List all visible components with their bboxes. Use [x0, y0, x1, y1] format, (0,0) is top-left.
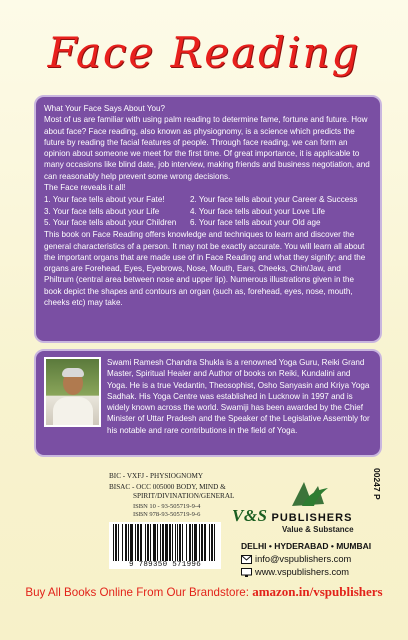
email-text: info@vspublishers.com: [255, 554, 352, 564]
barcode-bar: [214, 524, 215, 562]
barcode-bar: [165, 524, 168, 562]
product-code-text: 00247 P: [372, 468, 382, 500]
about-paragraph-2: This book on Face Reading offers knowledge and techniques to learn and discover the general characteristics of a person. It may not be exactly accurate. You will learn all about the important organs that are made use of in Face Reading and what they signify; and the organs are Forehead, Eyes, Eyebrows, Nose, Mouth, Ears, Cheeks, Chin/Jaw, and Philtrum (central area between nose and upper lip). Numerous illustrations given in the book depict the shapes and contours an organ (such as, forehead, eyes, nose, mouth, cheeks etc) may take.: [44, 230, 366, 308]
buy-text: Buy All Books Online From Our Brandstore:: [25, 586, 253, 599]
barcode-bar: [150, 524, 151, 562]
about-panel: [34, 95, 382, 343]
barcode-bar: [153, 524, 156, 562]
barcode-bar: [211, 524, 213, 562]
barcode-bar: [169, 524, 171, 562]
brand-publishers: PUBLISHERS: [271, 512, 353, 524]
author-photo-body: [53, 397, 93, 427]
barcode: [109, 522, 221, 564]
barcode-bar: [162, 524, 164, 562]
list-item: 1. Your face tells about your Fate!: [44, 195, 165, 205]
publisher-name: [232, 506, 372, 526]
bisac-line-1: BISAC - OCC 005000 BODY, MIND &: [109, 483, 226, 491]
publisher-cities: DELHI • HYDERABAD • MUMBAI: [241, 541, 372, 551]
list-item: 2. Your face tells about your Career & Success: [190, 195, 358, 205]
barcode-bar: [147, 524, 149, 562]
barcode-bars: [109, 522, 221, 564]
barcode-bar: [209, 524, 210, 562]
publisher-tagline: Value & Substance: [282, 525, 354, 534]
barcode-bar: [194, 524, 197, 562]
monitor-icon: [241, 568, 252, 577]
barcode-bar: [186, 524, 187, 562]
barcode-bar: [122, 524, 123, 562]
barcode-bar: [115, 524, 117, 562]
buy-online-banner: [0, 584, 408, 600]
list-item: 6. Your face tells about your Old age: [190, 217, 321, 227]
barcode-bar: [189, 524, 191, 562]
barcode-bar: [135, 524, 136, 562]
brandstore-link[interactable]: amazon.in/vspublishers: [252, 584, 383, 599]
barcode-bar: [204, 524, 206, 562]
list-item: 4. Your face tells about your Love Life: [190, 206, 325, 216]
barcode-bar: [125, 524, 127, 562]
list-item: 5. Your face tells about your Children: [44, 217, 177, 227]
barcode-bar: [182, 524, 183, 562]
about-heading: What Your Face Says About You?: [44, 104, 166, 113]
bisac-line-2: SPIRIT/DIVINATION/GENERAL: [133, 492, 235, 500]
isbn-block: [133, 503, 200, 519]
website-text: www.vspublishers.com: [255, 567, 350, 577]
barcode-bar: [172, 524, 173, 562]
book-title: Face Reading: [47, 28, 361, 77]
isbn-13: ISBN 978-93-505719-9-6: [133, 511, 201, 518]
list-intro: The Face reveals it all!: [44, 183, 126, 193]
barcode-bar: [177, 524, 178, 562]
bic-code: BIC - VXFJ - PHYSIOGNOMY: [109, 472, 204, 480]
email-icon: [241, 555, 252, 564]
barcode-bar: [179, 524, 181, 562]
publisher-email[interactable]: [241, 554, 351, 564]
author-photo: [44, 357, 101, 427]
barcode-number: 9 789350 571996: [109, 561, 221, 569]
barcode-bar: [128, 524, 129, 562]
about-paragraph-1: Most of us are familiar with using palm reading to determine fame, fortune and future. How about face? Face reading, also known as physiognomy, is a science which predicts the future by reading the facial features of people. Through face reading, we can form an opinion about someone we meet for the first time. Of great importance, it is applicable to many occasions like blind date, job interview, making friends and business negotiation, and can reasonably help prevent some wrong decisions.: [44, 115, 370, 181]
barcode-bar: [145, 524, 146, 562]
barcode-bar: [140, 524, 142, 562]
brand-vs: V&S: [232, 506, 268, 525]
author-bio: Swami Ramesh Chandra Shukla is a renowned Yoga Guru, Reiki Grand Master, Spiritual Healer and Author of books on Reiki, Kundalini and Yoga. He is a true Vedantin, Theosophist, Osho Sanyasin and Kriya Yoga Sadhak. His Yoga Centre was established in Lucknow in 1997 and is widely known across the world. Swamiji has been awarded by the Chief Minister of Uttar Pradesh and the Speaker of the Legislative Assembly for his notable and rare contributions in the field of Yoga.: [107, 358, 370, 435]
barcode-bar: [199, 524, 200, 562]
isbn-10: ISBN 10 - 93-505719-9-4: [133, 503, 201, 510]
barcode-bar: [130, 524, 133, 562]
barcode-bar: [118, 524, 119, 562]
barcode-bar: [157, 524, 158, 562]
author-panel: [34, 349, 382, 457]
barcode-bar: [192, 524, 193, 562]
list-item: 3. Your face tells about your Life: [44, 206, 160, 216]
barcode-bar: [113, 524, 114, 562]
author-photo-hair: [62, 368, 84, 377]
barcode-bar: [175, 524, 176, 562]
reveal-list: [44, 194, 372, 228]
classification-block: [109, 472, 234, 501]
barcode-bar: [137, 524, 139, 562]
publisher-website[interactable]: [241, 567, 349, 577]
barcode-bar: [160, 524, 161, 562]
barcode-bar: [201, 524, 203, 562]
